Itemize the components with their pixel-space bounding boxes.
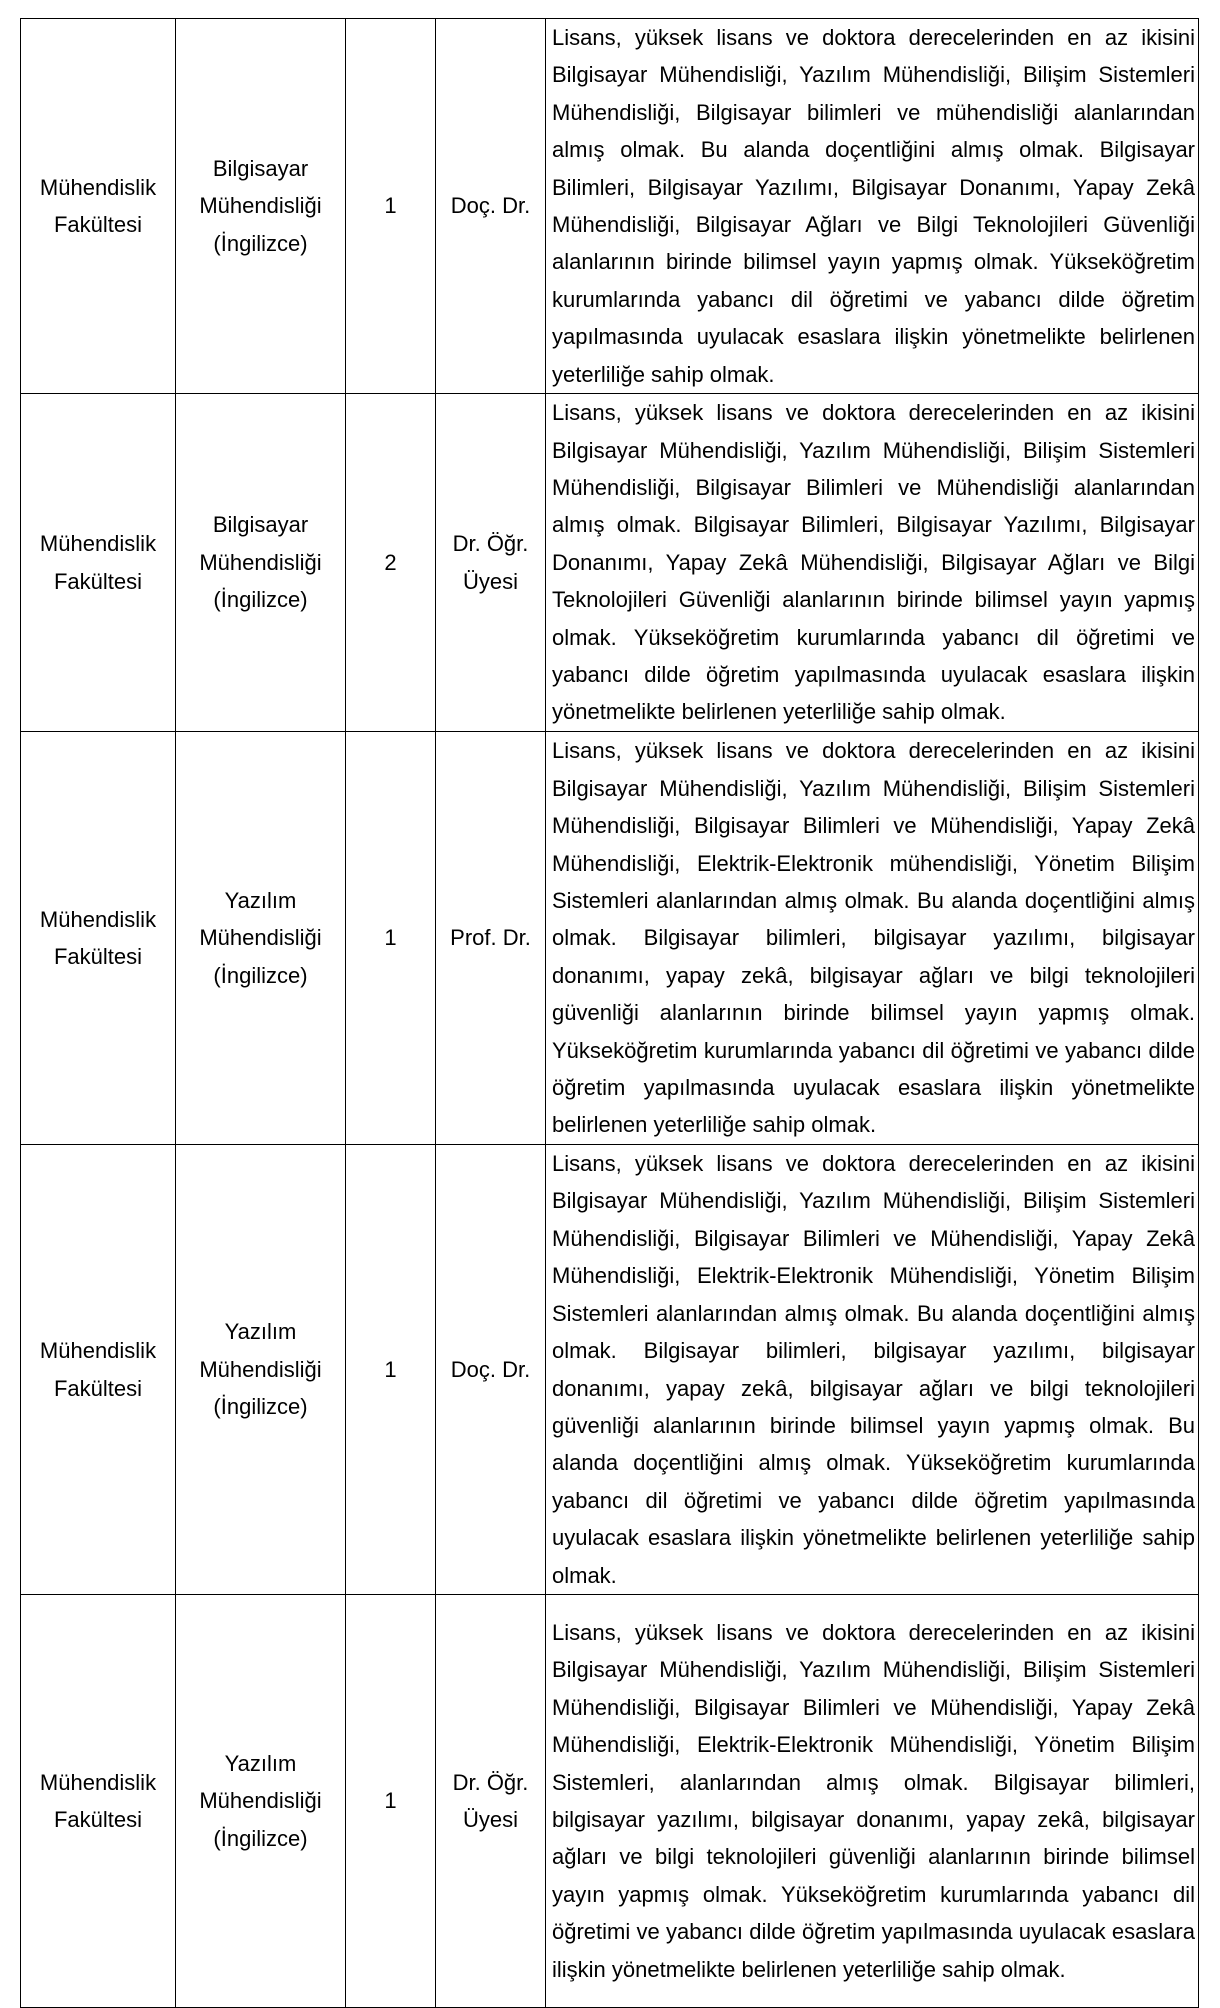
table-row xyxy=(21,732,1199,1145)
department-language: (İngilizce) xyxy=(213,1825,308,1851)
academic-title: Doç. Dr. xyxy=(450,1356,531,1382)
faculty-name: Fakültesi xyxy=(53,212,143,238)
faculty-cell xyxy=(21,1145,176,1595)
requirements-text: Lisans, yüksek lisans ve doktora derecelerinden en az ikisini Bilgisayar Mühendisliği, Yazılım Mühendisliği, Bilişim Sistemleri Mühendisliği, Bilgisayar Bilimleri ve Mühendisliği alanlarından almış olmak. Bilgisayar Bilimleri, Bilgisayar Yazılımı, Bilgisayar Donanımı, Yapay Zekâ Mühendisliği, Bilgisayar Ağları ve Bilgi Teknolojileri Güvenliği alanlarının birinde bilimsel yayın yapmış olmak. Yükseköğretim kurumlarında yabancı dil öğretimi ve yabancı dilde öğretim yapılmasında uyulacak esaslara ilişkin yönetmelikte belirlenen yeterliliğe sahip olmak. xyxy=(546,394,1199,732)
department-name: Bilgisayar xyxy=(212,512,309,538)
academic-title: Üyesi xyxy=(462,568,518,594)
faculty-name: Mühendislik xyxy=(39,174,157,200)
department-language: (İngilizce) xyxy=(213,587,308,613)
faculty-cell xyxy=(21,19,176,394)
title-cell xyxy=(436,1145,546,1595)
academic-title: Doç. Dr. xyxy=(450,193,531,219)
faculty-name: Mühendislik xyxy=(39,1338,157,1364)
position-count: 1 xyxy=(346,19,436,394)
department-cell xyxy=(176,19,346,394)
department-name: Mühendisliği xyxy=(199,193,322,219)
requirements-text: Lisans, yüksek lisans ve doktora derecelerinden en az ikisini Bilgisayar Mühendisliği, Yazılım Mühendisliği, Bilişim Sistemleri Mühendisliği, Bilgisayar bilimleri ve mühendisliği alanlarından almış olmak. Bu alanda doçentliğini almış olmak. Bilgisayar Bilimleri, Bilgisayar Yazılımı, Bilgisayar Donanımı, Yapay Zekâ Mühendisliği, Bilgisayar Ağları ve Bilgi Teknolojileri Güvenliği alanlarının birinde bilimsel yayın yapmış olmak. Yükseköğretim kurumlarında yabancı dil öğretimi ve yabancı dilde öğretim yapılmasında uyulacak esaslara ilişkin yönetmelikte belirlenen yeterliliğe sahip olmak. xyxy=(546,19,1199,394)
table-row xyxy=(21,394,1199,732)
table-row xyxy=(21,1594,1199,2007)
department-name: Yazılım xyxy=(224,1319,297,1345)
position-count: 2 xyxy=(346,394,436,732)
title-cell xyxy=(436,394,546,732)
faculty-name: Fakültesi xyxy=(53,944,143,970)
academic-title: Dr. Öğr. xyxy=(452,531,529,557)
department-cell xyxy=(176,732,346,1145)
department-cell xyxy=(176,1594,346,2007)
position-count: 1 xyxy=(346,1594,436,2007)
table-row xyxy=(21,19,1199,394)
faculty-name: Fakültesi xyxy=(53,1806,143,1832)
department-language: (İngilizce) xyxy=(213,1394,308,1420)
department-language: (İngilizce) xyxy=(213,962,308,988)
faculty-name: Mühendislik xyxy=(39,531,157,557)
requirements-text: Lisans, yüksek lisans ve doktora derecelerinden en az ikisini Bilgisayar Mühendisliği, Yazılım Mühendisliği, Bilişim Sistemleri Mühendisliği, Bilgisayar Bilimleri ve Mühendisliği, Yapay Zekâ Mühendisliği, Elektrik-Elektronik mühendisliği, Yönetim Bilişim Sistemleri alanlarından almış olmak. Bu alanda doçentliğini almış olmak. Bilgisayar bilimleri, bilgisayar yazılımı, bilgisayar donanımı, yapay zekâ, bilgisayar ağları ve bilgi teknolojileri güvenliği alanlarının birinde bilimsel yayın yapmış olmak. Yükseköğretim kurumlarında yabancı dil öğretimi ve yabancı dilde öğretim yapılmasında uyulacak esaslara ilişkin yönetmelikte belirlenen yeterliliğe sahip olmak. xyxy=(546,732,1199,1145)
faculty-name: Fakültesi xyxy=(53,1375,143,1401)
department-cell xyxy=(176,394,346,732)
department-name: Mühendisliği xyxy=(199,1356,322,1382)
faculty-name: Fakültesi xyxy=(53,568,143,594)
academic-title: Prof. Dr. xyxy=(450,925,531,951)
title-cell xyxy=(436,732,546,1145)
department-cell xyxy=(176,1145,346,1595)
department-name: Mühendisliği xyxy=(199,549,322,575)
faculty-cell xyxy=(21,732,176,1145)
department-language: (İngilizce) xyxy=(213,230,308,256)
position-count: 1 xyxy=(346,732,436,1145)
department-name: Yazılım xyxy=(224,1750,297,1776)
department-name: Mühendisliği xyxy=(199,1788,322,1814)
department-name: Bilgisayar xyxy=(212,155,309,181)
faculty-name: Mühendislik xyxy=(39,1769,157,1795)
faculty-name: Mühendislik xyxy=(39,906,157,932)
department-name: Yazılım xyxy=(224,887,297,913)
requirements-text: Lisans, yüksek lisans ve doktora derecelerinden en az ikisini Bilgisayar Mühendisliği, Yazılım Mühendisliği, Bilişim Sistemleri Mühendisliği, Bilgisayar Bilimleri ve Mühendisliği, Yapay Zekâ Mühendisliği, Elektrik-Elektronik Mühendisliği, Yönetim Bilişim Sistemleri, alanlarından almış olmak. Bilgisayar bilimleri, bilgisayar yazılımı, bilgisayar donanımı, yapay zekâ, bilgisayar ağları ve bilgi teknolojileri güvenliği alanlarının birinde bilimsel yayın yapmış olmak. Yükseköğretim kurumlarında yabancı dil öğretimi ve yabancı dilde öğretim yapılmasında uyulacak esaslara ilişkin yönetmelikte belirlenen yeterliliğe sahip olmak. xyxy=(546,1594,1199,2007)
table-row xyxy=(21,1145,1199,1595)
faculty-cell xyxy=(21,1594,176,2007)
faculty-cell xyxy=(21,394,176,732)
position-count: 1 xyxy=(346,1145,436,1595)
title-cell xyxy=(436,19,546,394)
positions-table xyxy=(20,18,1199,2008)
academic-title: Dr. Öğr. xyxy=(452,1769,529,1795)
academic-title: Üyesi xyxy=(462,1806,518,1832)
requirements-text: Lisans, yüksek lisans ve doktora derecelerinden en az ikisini Bilgisayar Mühendisliği, Yazılım Mühendisliği, Bilişim Sistemleri Mühendisliği, Bilgisayar Bilimleri ve Mühendisliği, Yapay Zekâ Mühendisliği, Elektrik-Elektronik Mühendisliği, Yönetim Bilişim Sistemleri alanlarından almış olmak. Bu alanda doçentliğini almış olmak. Bilgisayar bilimleri, bilgisayar yazılımı, bilgisayar donanımı, yapay zekâ, bilgisayar ağları ve bilgi teknolojileri güvenliği alanlarının birinde bilimsel yayın yapmış olmak. Bu alanda doçentliğini almış olmak. Yükseköğretim kurumlarında yabancı dil öğretimi ve yabancı dilde öğretim yapılmasında uyulacak esaslara ilişkin yönetmelikte belirlenen yeterliliğe sahip olmak. xyxy=(546,1145,1199,1595)
department-name: Mühendisliği xyxy=(199,925,322,951)
title-cell xyxy=(436,1594,546,2007)
